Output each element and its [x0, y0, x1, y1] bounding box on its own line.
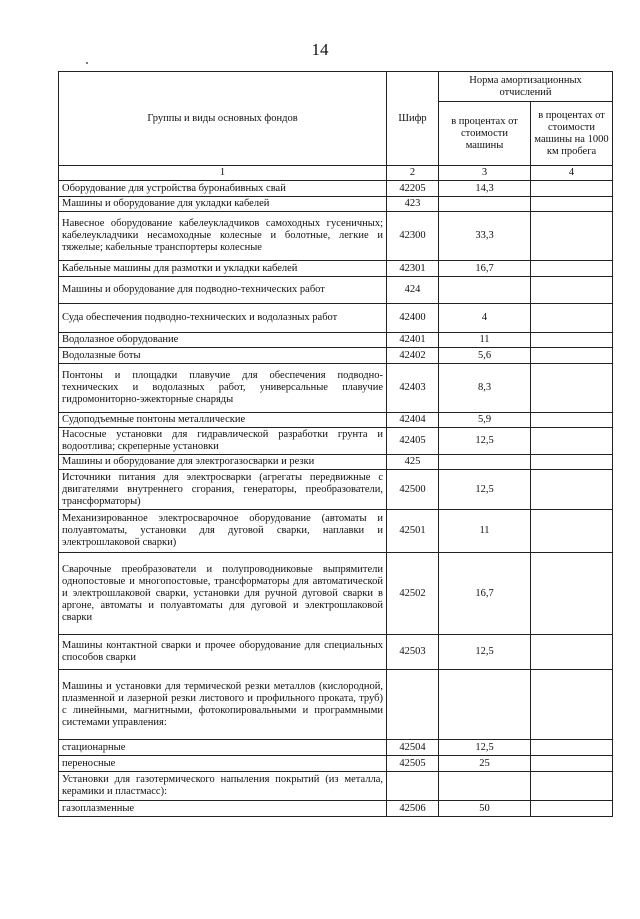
row-name: Кабельные машины для размотки и укладки кабелей — [59, 261, 387, 277]
row-name: Понтоны и площадки плавучие для обеспечения подводно-технических и водолазных работ, универсальные плавучие гидромониторно-эжекторные снаряды — [59, 364, 387, 413]
row-pct-1000km — [531, 455, 613, 470]
row-code: 42400 — [387, 304, 439, 333]
row-pct-cost: 12,5 — [439, 470, 531, 510]
row-code: 42205 — [387, 181, 439, 197]
row-pct-cost: 14,3 — [439, 181, 531, 197]
table-row — [59, 801, 613, 817]
row-code: 42500 — [387, 470, 439, 510]
row-pct-cost: 16,7 — [439, 261, 531, 277]
row-pct-cost: 11 — [439, 333, 531, 348]
row-name: Машины и установки для термической резки металлов (кислородной, плазменной и лазерной резки листового и профильного проката, труб) с линейными, магнитными, фотокопировальными и программными системами управления: — [59, 670, 387, 740]
table-row — [59, 181, 613, 197]
row-name: Судоподъемные понтоны металлические — [59, 413, 387, 428]
table-row — [59, 670, 613, 740]
row-name: переносные — [59, 756, 387, 772]
row-name: стационарные — [59, 740, 387, 756]
row-pct-cost — [439, 197, 531, 212]
table-row — [59, 510, 613, 553]
table-row — [59, 635, 613, 670]
row-name: Машины и оборудование для укладки кабелей — [59, 197, 387, 212]
row-name: Установки для газотермического напыления покрытий (из металла, керамики и пластмасс): — [59, 772, 387, 801]
row-name: Навесное оборудование кабелеукладчиков самоходных гусеничных; кабелеукладчики несамоходные колесные и болотные, легкие и тяжелые; кабельные транспортеры колесные — [59, 212, 387, 261]
row-pct-1000km — [531, 364, 613, 413]
row-pct-1000km — [531, 740, 613, 756]
table-row — [59, 364, 613, 413]
header-code: Шифр — [387, 72, 439, 166]
table-row — [59, 304, 613, 333]
row-code: 42506 — [387, 801, 439, 817]
row-code: 42403 — [387, 364, 439, 413]
row-pct-cost — [439, 670, 531, 740]
row-pct-1000km — [531, 197, 613, 212]
row-pct-1000km — [531, 801, 613, 817]
row-pct-cost — [439, 455, 531, 470]
row-name: Водолазные боты — [59, 348, 387, 364]
row-pct-cost: 4 — [439, 304, 531, 333]
row-pct-cost: 50 — [439, 801, 531, 817]
row-name: Механизированное электросварочное оборудование (автоматы и полуавтоматы, установки для дуговой сварки, наплавки и электрошлаковой сварки) — [59, 510, 387, 553]
row-pct-cost: 5,9 — [439, 413, 531, 428]
row-name: Источники питания для электросварки (агрегаты передвижные с двигателями внутреннего сгорания, генераторы, преобразователи, трансформаторы) — [59, 470, 387, 510]
row-pct-1000km — [531, 333, 613, 348]
row-pct-cost: 33,3 — [439, 212, 531, 261]
row-code: 42504 — [387, 740, 439, 756]
row-code: 42502 — [387, 553, 439, 635]
row-pct-cost: 8,3 — [439, 364, 531, 413]
row-code: 42404 — [387, 413, 439, 428]
row-pct-cost: 11 — [439, 510, 531, 553]
row-pct-1000km — [531, 635, 613, 670]
row-code: 424 — [387, 277, 439, 304]
row-pct-1000km — [531, 304, 613, 333]
table-row — [59, 553, 613, 635]
table-row — [59, 261, 613, 277]
col-number-3: 3 — [439, 166, 531, 181]
row-code: 42405 — [387, 428, 439, 455]
row-code: 42402 — [387, 348, 439, 364]
table-row — [59, 740, 613, 756]
row-pct-1000km — [531, 348, 613, 364]
table-row — [59, 333, 613, 348]
row-pct-1000km — [531, 772, 613, 801]
row-code: 42501 — [387, 510, 439, 553]
row-pct-1000km — [531, 470, 613, 510]
scan-speck — [86, 62, 88, 64]
row-pct-1000km — [531, 670, 613, 740]
row-pct-1000km — [531, 756, 613, 772]
row-code: 42401 — [387, 333, 439, 348]
row-code: 42505 — [387, 756, 439, 772]
row-pct-cost: 5,6 — [439, 348, 531, 364]
col-number-4: 4 — [531, 166, 613, 181]
table-row — [59, 212, 613, 261]
table-row — [59, 348, 613, 364]
col-number-1: 1 — [59, 166, 387, 181]
row-code: 425 — [387, 455, 439, 470]
row-pct-cost: 12,5 — [439, 428, 531, 455]
row-code: 42301 — [387, 261, 439, 277]
table-row — [59, 455, 613, 470]
table-row — [59, 413, 613, 428]
header-pct-1000km: в процентах от стоимости машины на 1000 км пробега — [531, 102, 613, 166]
header-pct-cost: в процентах от стоимости машины — [439, 102, 531, 166]
row-name: Оборудование для устройства буронабивных свай — [59, 181, 387, 197]
table-row — [59, 277, 613, 304]
row-pct-1000km — [531, 212, 613, 261]
row-name: Сварочные преобразователи и полупроводниковые выпрямители однопостовые и многопостовые, трансформаторы для автоматической и электрошлаковой сварки, установки для ручной дуговой сварки в аргоне, автоматы и полуавтоматы для дуговой и электрошлаковой сварки — [59, 553, 387, 635]
row-pct-1000km — [531, 181, 613, 197]
header-groups: Группы и виды основных фондов — [59, 72, 387, 166]
row-code — [387, 772, 439, 801]
row-name: Машины и оборудование для подводно-технических работ — [59, 277, 387, 304]
col-number-2: 2 — [387, 166, 439, 181]
row-code: 42503 — [387, 635, 439, 670]
row-pct-1000km — [531, 277, 613, 304]
table-row — [59, 428, 613, 455]
row-name: Машины и оборудование для электрогазосварки и резки — [59, 455, 387, 470]
header-norm: Норма амортизационных отчислений — [439, 72, 613, 102]
table-row — [59, 470, 613, 510]
row-name: Суда обеспечения подводно-технических и водолазных работ — [59, 304, 387, 333]
table-row — [59, 756, 613, 772]
depreciation-table — [58, 71, 613, 817]
row-code: 423 — [387, 197, 439, 212]
row-pct-cost — [439, 277, 531, 304]
row-pct-1000km — [531, 510, 613, 553]
row-pct-1000km — [531, 428, 613, 455]
row-code: 42300 — [387, 212, 439, 261]
row-pct-1000km — [531, 553, 613, 635]
row-pct-cost: 12,5 — [439, 635, 531, 670]
row-name: Машины контактной сварки и прочее оборудование для специальных способов сварки — [59, 635, 387, 670]
row-code — [387, 670, 439, 740]
table-row — [59, 772, 613, 801]
row-pct-1000km — [531, 413, 613, 428]
row-pct-cost — [439, 772, 531, 801]
row-pct-1000km — [531, 261, 613, 277]
row-name: Водолазное оборудование — [59, 333, 387, 348]
row-pct-cost: 25 — [439, 756, 531, 772]
table-row — [59, 197, 613, 212]
row-pct-cost: 16,7 — [439, 553, 531, 635]
row-name: Насосные установки для гидравлической разработки грунта и водоотлива; скреперные установки — [59, 428, 387, 455]
row-pct-cost: 12,5 — [439, 740, 531, 756]
row-name: газоплазменные — [59, 801, 387, 817]
page-number: 14 — [311, 40, 329, 59]
